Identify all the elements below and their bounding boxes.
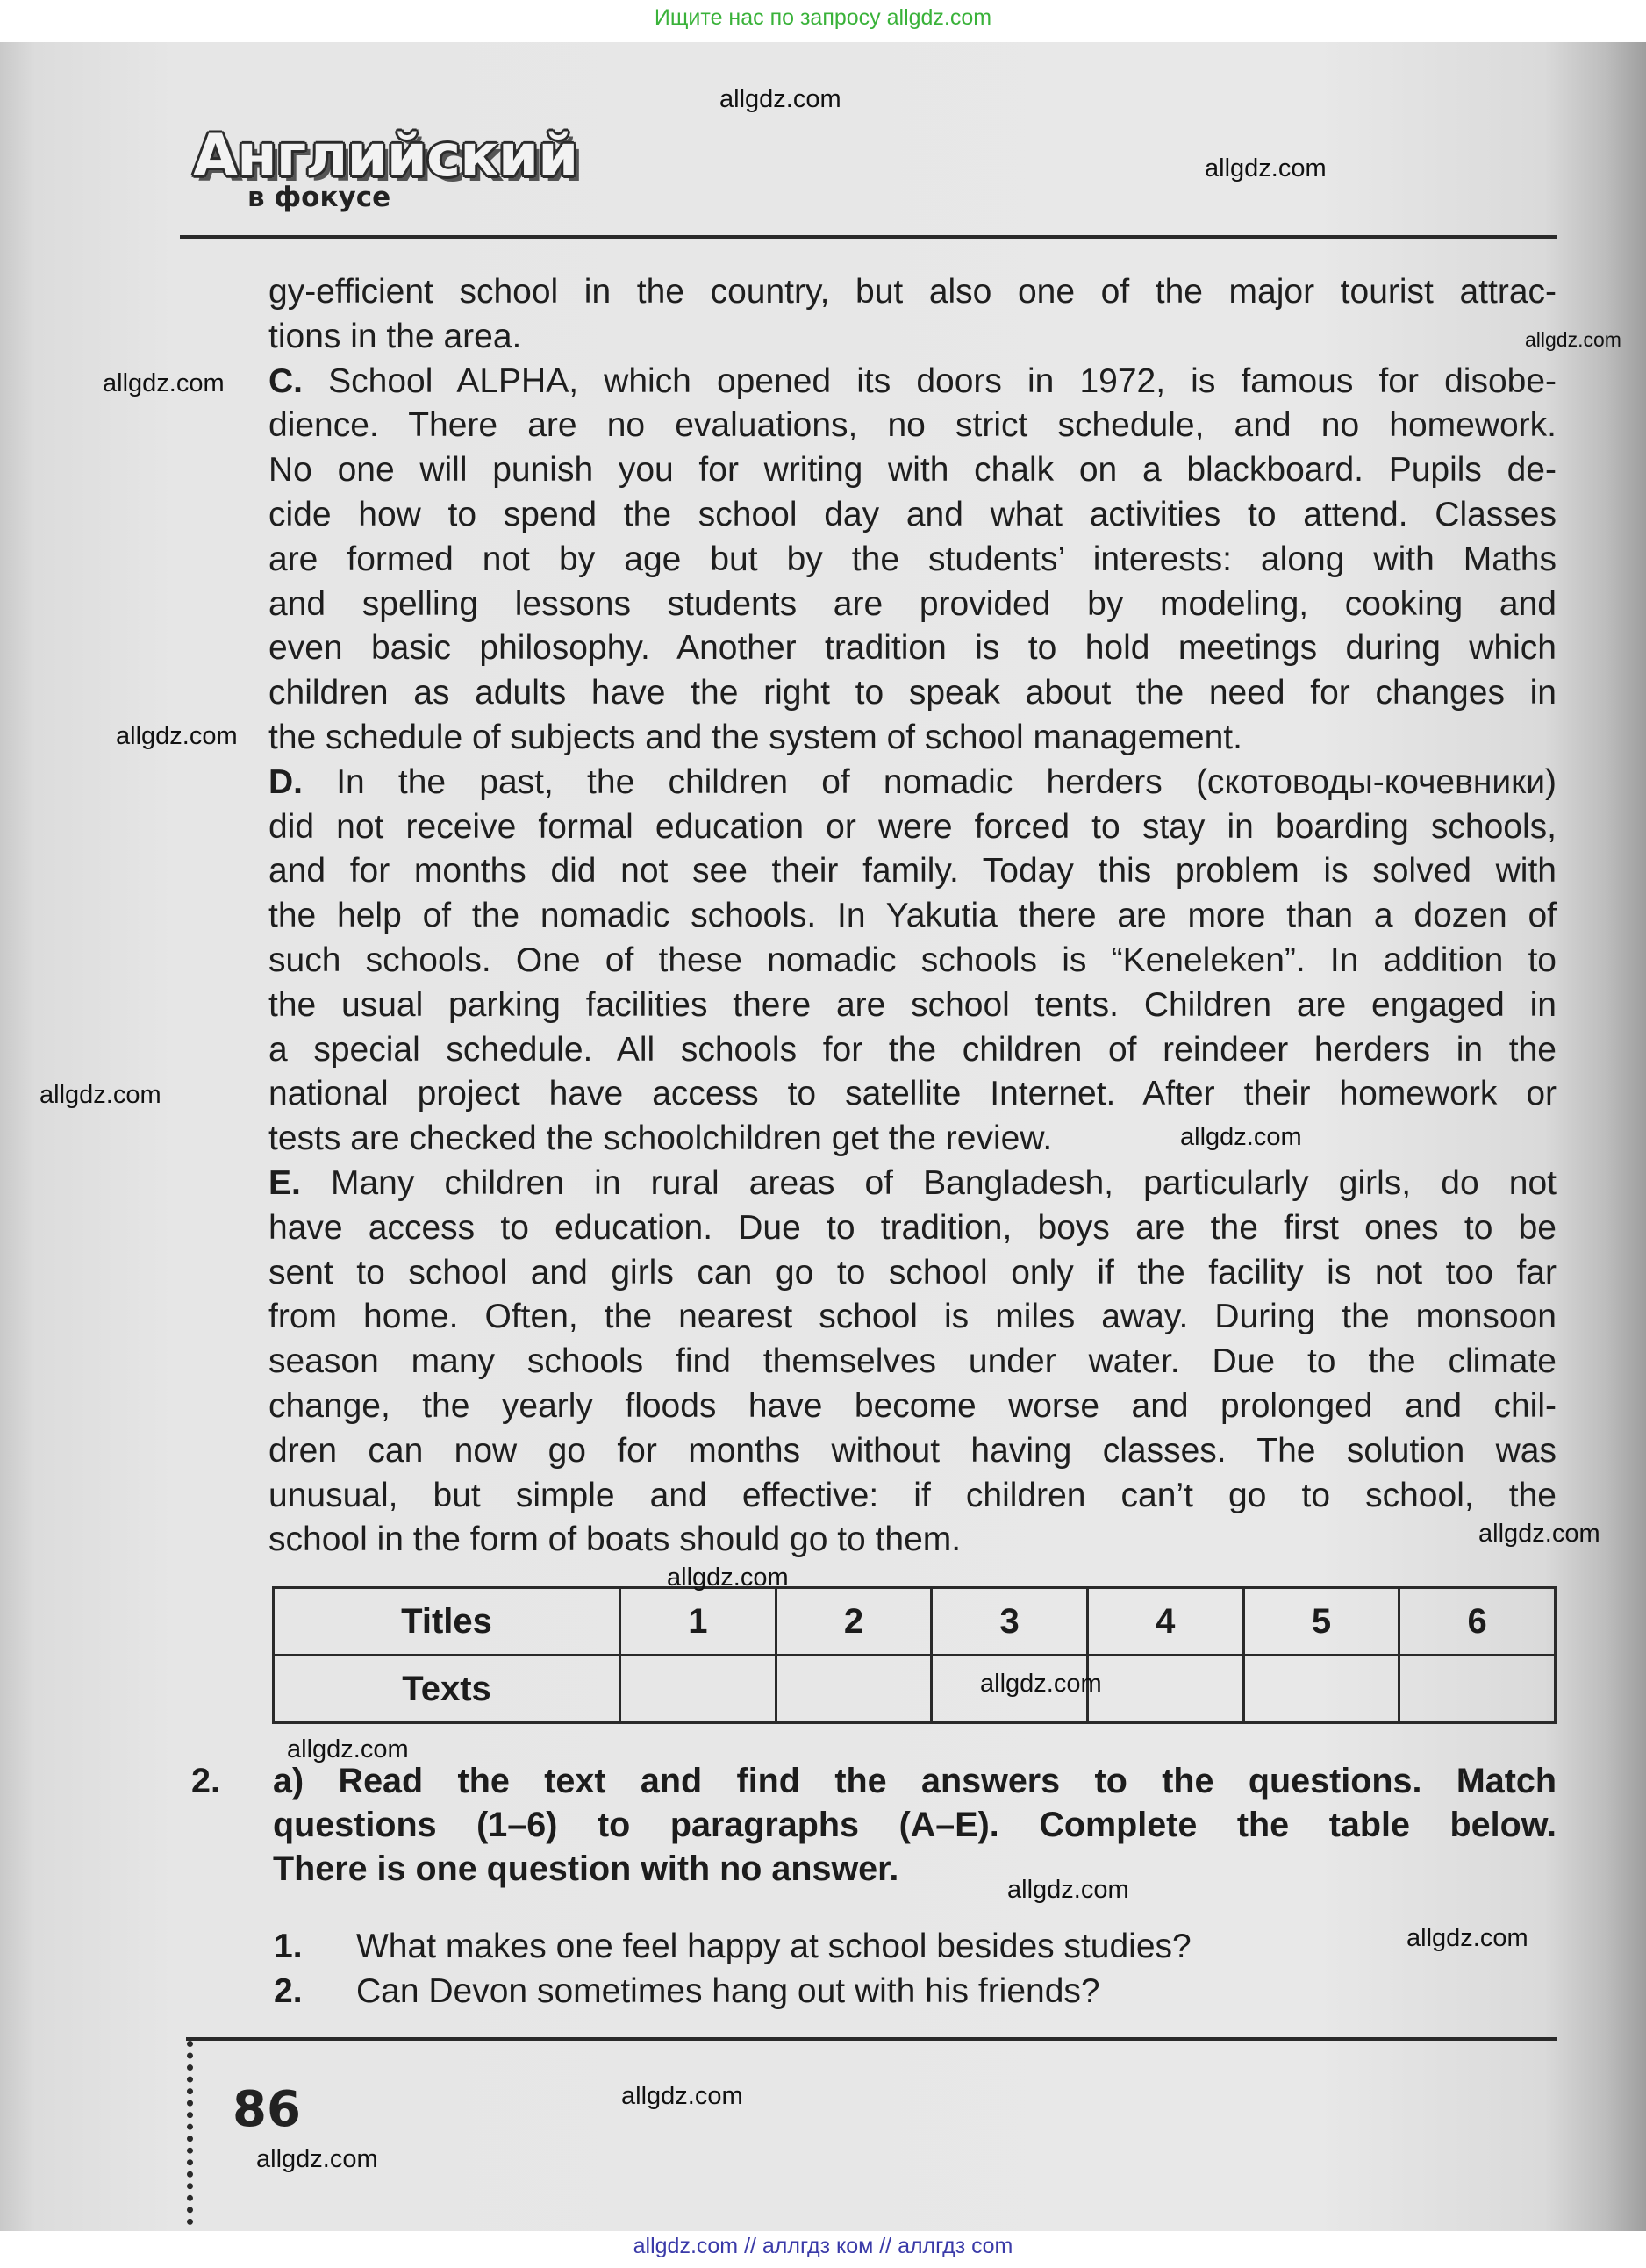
text-line: sent to school and girls can go to school only if the facility is not too far [268,1253,1557,1291]
text-line: the usual parking facilities there are school tents. Children are engaged in [268,985,1557,1024]
paragraph-c [268,360,1557,761]
question-number: 1. [274,1928,303,1965]
text-line: a special schedule. All schools for the children of reindeer herders in the [268,1030,1557,1069]
paragraph-letter: D. [268,762,303,801]
row-header-texts: Texts [274,1656,620,1723]
text-line: are formed not by age but by the students’ interests: along with Maths [268,540,1557,578]
text-line: from home. Often, the nearest school is miles away. During the monsoon [268,1298,1557,1336]
watermark-text: allgdz.com [287,1735,409,1764]
page-number: 86 [233,2081,301,2138]
answer-table [272,1586,1557,1724]
watermark-text: allgdz.com [1478,1520,1600,1548]
text-line: No one will punish you for writing with chalk on a blackboard. Pupils de- [268,451,1557,490]
paragraph-e [268,1162,1557,1563]
text-line: dience. There are no evaluations, no strict schedule, and no homework. [268,406,1557,445]
text-line: the schedule of subjects and the system of school management. [268,718,1242,756]
text-line: the help of the nomadic schools. In Yakutia there are more than a dozen of [268,897,1557,935]
answer-cell[interactable] [1399,1656,1556,1723]
watermark-text: allgdz.com [116,722,238,750]
column-header: 4 [1087,1588,1243,1656]
text-line: In the past, the children of nomadic herders (скотоводы-кочевники) [303,762,1557,801]
question-text: Can Devon sometimes hang out with his friends? [356,1972,1100,2010]
watermark-text: allgdz.com [1180,1123,1302,1151]
column-header: 2 [776,1588,932,1656]
column-header: 6 [1399,1588,1556,1656]
instruction-line: There is one question with no answer. [273,1849,899,1888]
text-line: national project have access to satellite Internet. After their homework or [268,1075,1557,1113]
watermark-text: allgdz.com [256,2145,378,2173]
watermark-text: allgdz.com [103,369,225,397]
question-number: 2. [274,1972,303,2010]
text-line: season many schools find themselves under water. Due to the climate [268,1342,1557,1381]
text-line: dren can now go for months without having classes. The solution was [268,1431,1557,1470]
watermark-text: allgdz.com [39,1081,161,1109]
dotted-margin [187,2041,193,2225]
paragraph-letter: E. [268,1163,301,1202]
answer-cell[interactable] [1087,1656,1243,1723]
text-line: such schools. One of these nomadic schools is “Keneleken”. In addition to [268,941,1557,979]
text-line: Many children in rural areas of Bangladesh, particularly girls, do not [300,1163,1557,1202]
answer-cell[interactable] [776,1656,932,1723]
question-item [274,1972,1100,2011]
watermark-text: allgdz.com [980,1670,1102,1698]
paragraph-letter: C. [268,361,303,400]
text-line: tions in the area. [268,317,522,355]
top-watermark-link[interactable]: Ищите нас по запросу allgdz.com [654,5,992,30]
bottom-watermark-link[interactable]: allgdz.com // аллгдз ком // аллгдз com [633,2234,1013,2258]
task-number: 2. [191,1762,220,1800]
answer-cell[interactable] [620,1656,776,1723]
watermark-text: allgdz.com [1406,1924,1528,1952]
textbook-logo [193,122,578,213]
paragraph-intro [268,270,1557,360]
watermark-text: allgdz.com [1007,1876,1129,1904]
question-item [274,1928,1192,1966]
logo-subtitle: в фокусе [247,182,391,213]
text-line: have access to education. Due to tradition, boys are the first ones to be [268,1208,1557,1247]
watermark-text: allgdz.com [1205,154,1327,182]
instruction-line: questions (1–6) to paragraphs (A–E). Complete the table below. [273,1806,1557,1844]
text-line: unusual, but simple and effective: if children can’t go to school, the [268,1476,1557,1514]
text-line: did not receive formal education or were forced to stay in boarding schools, [268,807,1557,846]
table-row-texts [274,1656,1556,1723]
task-2 [191,1759,1557,1891]
watermark-text: allgdz.com [719,85,841,113]
column-header: 3 [932,1588,1088,1656]
task-instructions [273,1759,1557,1891]
watermark-text: allgdz.com [1525,328,1621,351]
text-line: change, the yearly floods have become worse and prolonged and chil- [268,1386,1557,1425]
text-line: School ALPHA, which opened its doors in 1972, is famous for disobe- [303,361,1557,400]
text-line: even basic philosophy. Another tradition is to hold meetings during which [268,629,1557,668]
logo-title: Английский [193,122,578,190]
paragraph-d [268,761,1557,1162]
footer-rule [186,2037,1557,2041]
header-rule [180,235,1557,239]
column-header: 5 [1243,1588,1399,1656]
question-text: What makes one feel happy at school besides studies? [356,1928,1192,1965]
text-line: cide how to spend the school day and what activities to attend. Classes [268,495,1557,533]
watermark-text: allgdz.com [621,2082,743,2110]
text-line: and for months did not see their family. Today this problem is solved with [268,852,1557,891]
reading-text [268,270,1557,1563]
table-row-titles [274,1588,1556,1656]
text-line: and spelling lessons students are provided by modeling, cooking and [268,584,1557,623]
text-line: gy-efficient school in the country, but also one of the major tourist attrac- [268,273,1557,311]
instruction-line: a) Read the text and find the answers to the questions. Match [273,1762,1557,1800]
answer-cell[interactable] [1243,1656,1399,1723]
text-line: children as adults have the right to speak about the need for changes in [268,674,1557,712]
text-line: school in the form of boats should go to them. [268,1520,962,1559]
text-line: tests are checked the schoolchildren get the review. [268,1120,1053,1158]
column-header: 1 [620,1588,776,1656]
row-header-titles: Titles [274,1588,620,1656]
watermark-text: allgdz.com [667,1563,789,1592]
